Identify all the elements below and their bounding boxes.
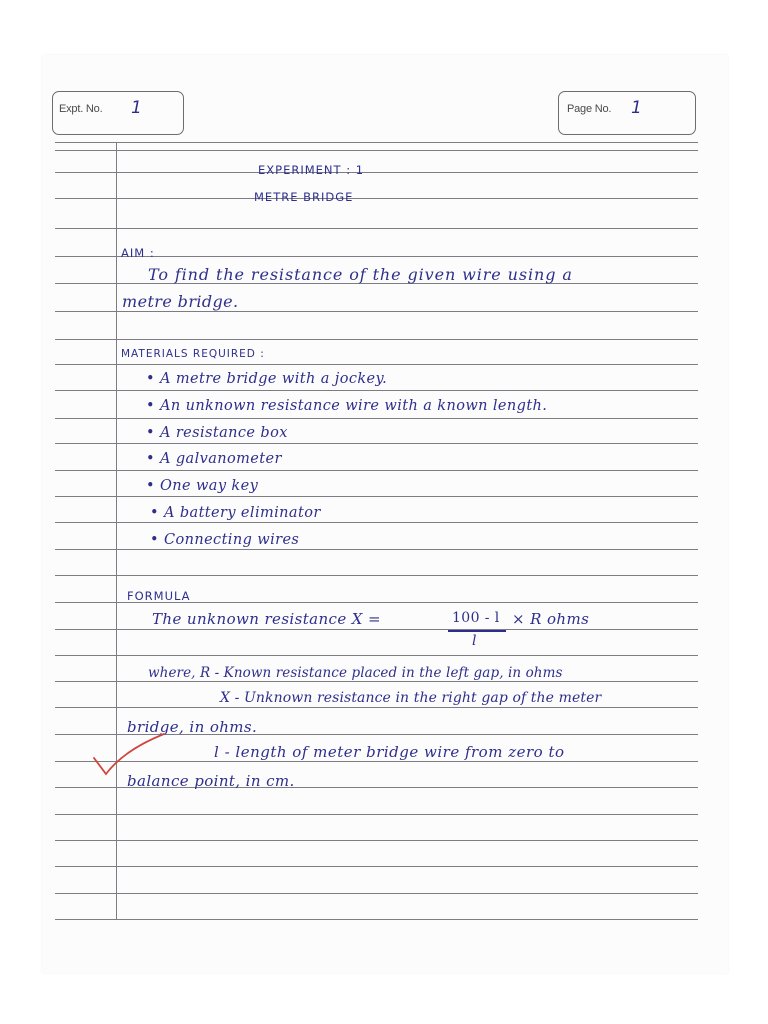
ruled-line [55, 629, 698, 630]
formula-where-line-2: X - Unknown resistance in the right gap of the meter [220, 690, 602, 706]
experiment-number-box [52, 91, 184, 135]
ruled-line [55, 549, 698, 550]
ruled-line [55, 575, 698, 576]
formula-where-line-1: where, R - Known resistance placed in the left gap, in ohms [148, 665, 563, 681]
ruled-line [55, 418, 698, 419]
ruled-line [55, 522, 698, 523]
ruled-line [55, 707, 698, 708]
ruled-line [55, 655, 698, 656]
ruled-line [55, 919, 698, 920]
ruled-line [55, 150, 698, 151]
ruled-line [55, 893, 698, 894]
ruled-line [55, 840, 698, 841]
experiment-number-value: 1 [131, 98, 142, 118]
materials-item: • A battery eliminator [150, 505, 321, 521]
page-number-box [558, 91, 696, 135]
experiment-title: EXPERIMENT : 1 [258, 163, 365, 177]
ruled-line [55, 339, 698, 340]
ruled-line [55, 311, 698, 312]
experiment-number-label: Expt. No. [59, 103, 103, 115]
ruled-line [55, 172, 698, 173]
page-number-value: 1 [631, 98, 642, 118]
formula-where-line-5: balance point, in cm. [127, 772, 295, 790]
aim-heading: AIM : [121, 246, 155, 260]
ruled-line [55, 470, 698, 471]
materials-item: • Connecting wires [150, 532, 300, 548]
materials-item: • A resistance box [146, 425, 288, 441]
aim-text-line-1: To find the resistance of the given wire using a [148, 265, 573, 284]
formula-rhs: × R ohms [512, 610, 590, 628]
formula-numerator: 100 - l [452, 610, 500, 626]
ruled-line [55, 866, 698, 867]
ruled-line [55, 681, 698, 682]
materials-heading: MATERIALS REQUIRED : [121, 348, 265, 360]
formula-where-line-4: l - length of meter bridge wire from zero to [214, 743, 565, 761]
materials-item: • A galvanometer [146, 451, 282, 467]
ruled-line [55, 198, 698, 199]
formula-lhs: The unknown resistance X = [152, 610, 382, 628]
notebook-page [42, 55, 728, 973]
aim-text-line-2: metre bridge. [122, 292, 239, 311]
formula-where-line-3: bridge, in ohms. [127, 718, 258, 736]
ruled-line [55, 496, 698, 497]
ruled-line [55, 814, 698, 815]
ruled-line [55, 443, 698, 444]
page-number-label: Page No. [567, 103, 612, 115]
ruled-line [55, 390, 698, 391]
experiment-name: METRE BRIDGE [254, 190, 354, 204]
formula-denominator: l [472, 633, 477, 649]
formula-fraction-bar [448, 630, 506, 632]
materials-item: • A metre bridge with a jockey. [146, 371, 388, 387]
check-mark-icon [90, 728, 170, 778]
ruled-line [55, 142, 698, 143]
margin-line [116, 142, 117, 920]
materials-item: • An unknown resistance wire with a known length. [146, 398, 548, 414]
formula-heading: FORMULA [127, 589, 191, 603]
materials-item: • One way key [146, 478, 259, 494]
ruled-line [55, 364, 698, 365]
ruled-line [55, 228, 698, 229]
